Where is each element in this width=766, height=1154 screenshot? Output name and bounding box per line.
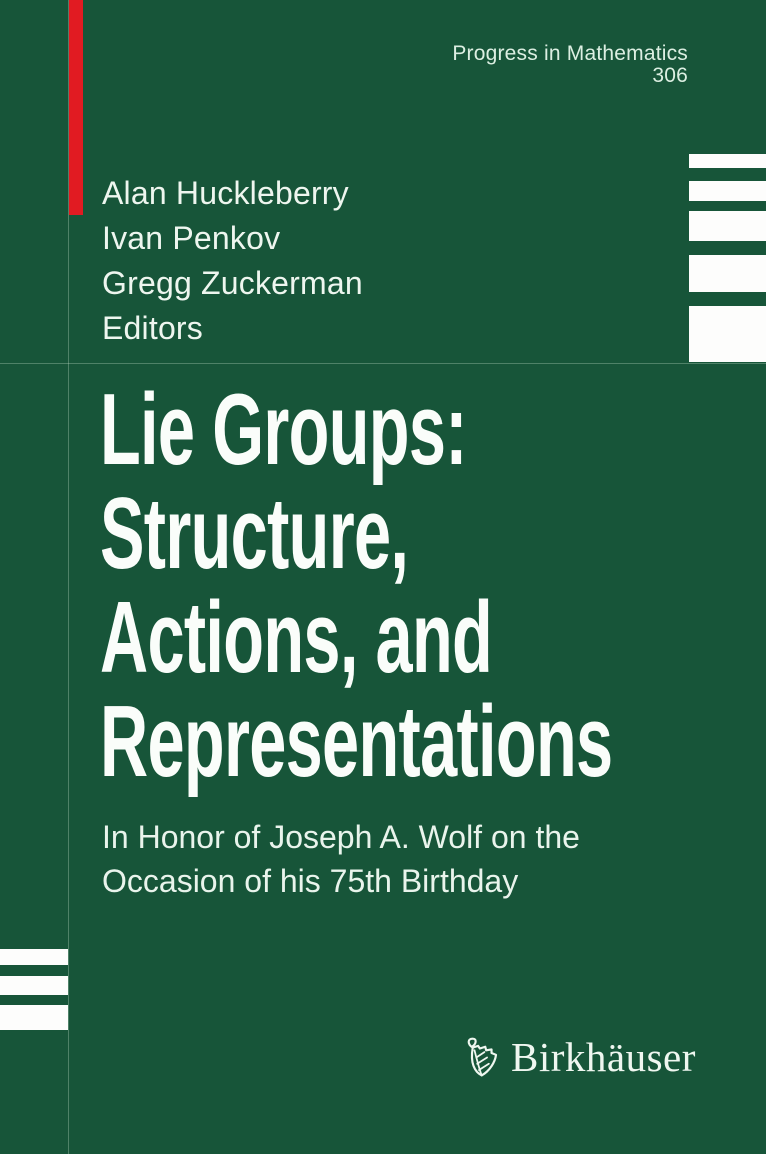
deco-bar <box>689 255 766 292</box>
author-name: Gregg Zuckerman <box>102 265 363 301</box>
book-subtitle <box>102 815 580 903</box>
left-deco-bars <box>0 0 68 1154</box>
series-volume: 306 <box>652 64 688 87</box>
deco-bar <box>0 1005 68 1030</box>
red-accent-bar <box>69 0 83 215</box>
deco-bar <box>0 976 68 995</box>
title-line: Lie Groups: <box>100 374 467 486</box>
subtitle-line: In Honor of Joseph A. Wolf on the <box>102 819 580 855</box>
title-line: Representations <box>100 686 613 798</box>
publisher-wordmark: Birkhäuser <box>511 1034 696 1080</box>
horizontal-grid-line <box>0 363 766 364</box>
authors-block <box>102 171 363 351</box>
title-line: Actions, and <box>100 582 493 694</box>
deco-bar <box>689 211 766 241</box>
subtitle-line: Occasion of his 75th Birthday <box>102 863 519 899</box>
author-name: Ivan Penkov <box>102 220 281 256</box>
series-label <box>452 43 688 87</box>
author-name: Alan Huckleberry <box>102 175 349 211</box>
series-name: Progress in Mathematics <box>452 42 688 65</box>
deco-bar <box>0 949 68 965</box>
deco-bar <box>689 181 766 201</box>
authors-role: Editors <box>102 310 203 346</box>
birch-leaf-icon <box>459 1036 499 1079</box>
book-title <box>100 374 766 798</box>
deco-bar <box>689 306 766 362</box>
deco-bar <box>689 154 766 168</box>
title-line: Structure, <box>100 478 409 590</box>
